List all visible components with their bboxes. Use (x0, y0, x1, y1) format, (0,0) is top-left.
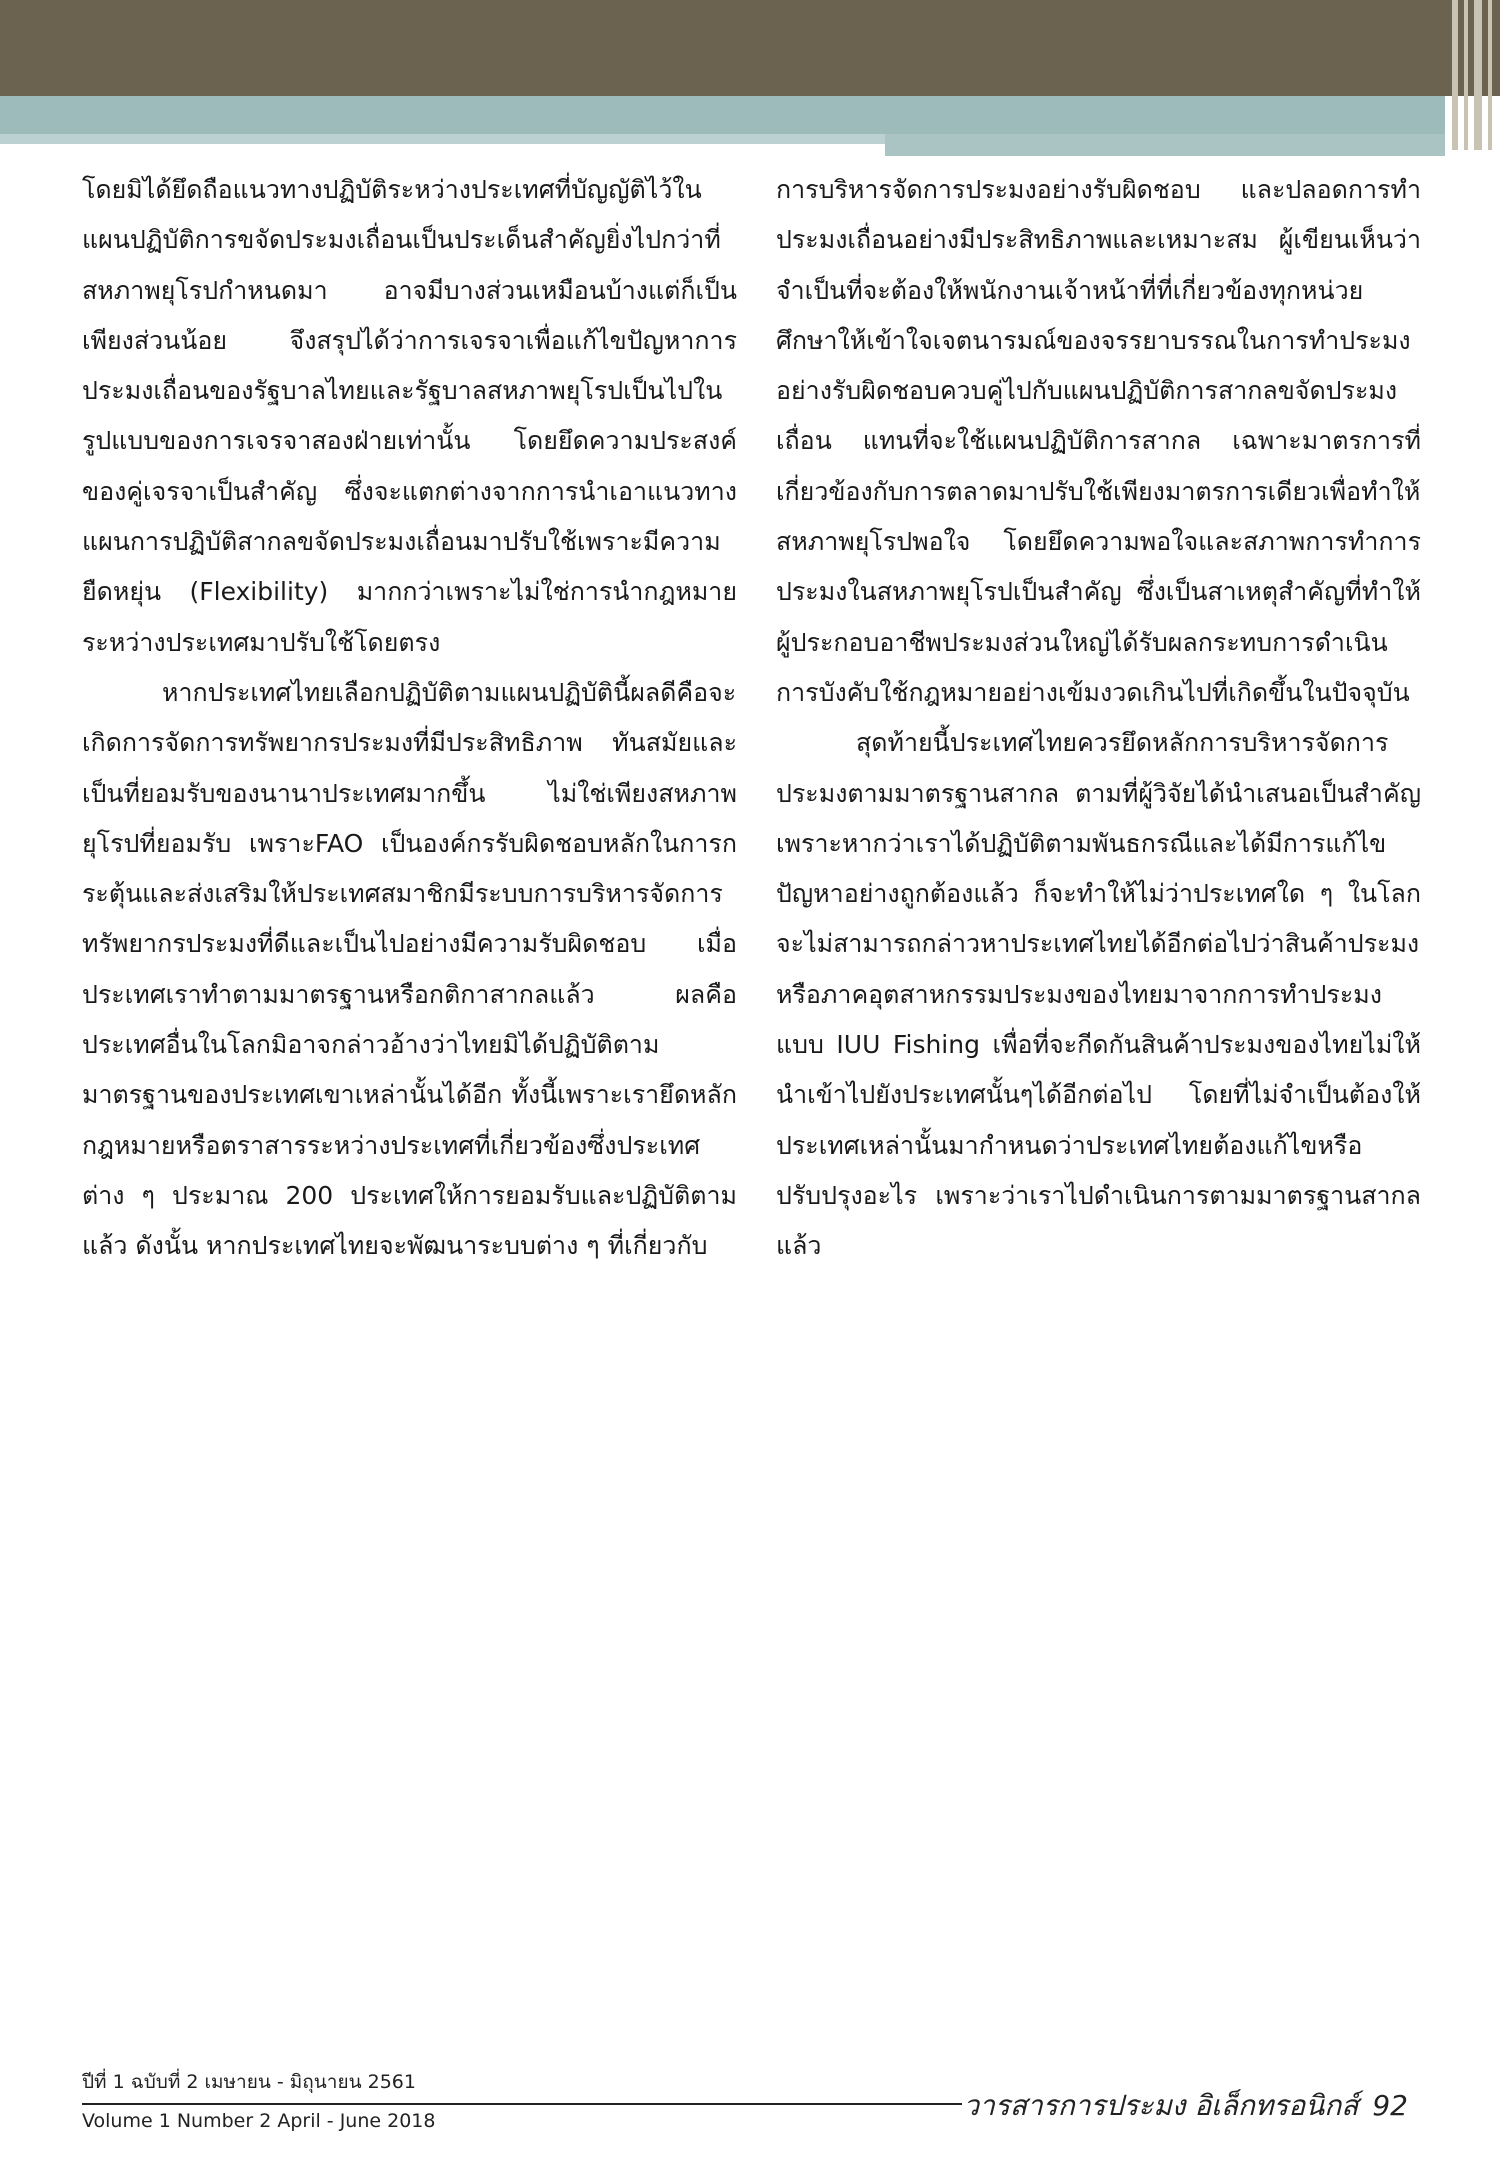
footer-issue-english: Volume 1 Number 2 April - June 2018 (82, 2110, 436, 2132)
footer-journal (963, 2084, 1408, 2128)
footer-rule (82, 2103, 962, 2105)
header-stripes (1448, 0, 1500, 150)
left-paragraph-1: โดยมิได้ยึดถือแนวทางปฏิบัติระหว่างประเทศที่บัญญัติไว้ในแผนปฏิบัติการขจัดประมงเถื่อนเป็นประเด็นสำคัญยิ่งไปกว่าที่สหภาพยุโรปกำหนดมา อาจมีบางส่วนเหมือนบ้างแต่ก็เป็นเพียงส่วนน้อย จึงสรุปได้ว่าการเจรจาเพื่อแก้ไขปัญหาการประมงเถื่อนของรัฐบาลไทยและรัฐบาลสหภาพยุโรปเป็นไปในรูปแบบของการเจรจาสองฝ่ายเท่านั้น โดยยึดความประสงค์ของคู่เจรจาเป็นสำคัญ ซึ่งจะแตกต่างจากการนำเอาแนวทางแผนการปฏิบัติสากลขจัดประมงเถื่อนมาปรับใช้เพราะมีความยืดหยุ่น (Flexibility) มากกว่าเพราะไม่ใช่การนำกฎหมายระหว่างประเทศมาปรับใช้โดยตรง (82, 175, 737, 657)
header-teal-band (0, 96, 1445, 134)
footer-issue-thai: ปีที่ 1 ฉบับที่ 2 เมษายน - มิถุนายน 2561 (82, 2071, 416, 2093)
journal-name: วารสารการประมง อิเล็กทรอนิกส์ (963, 2089, 1359, 2122)
header-teal-right (885, 134, 1445, 156)
header-band (0, 0, 1500, 96)
right-column (776, 165, 1421, 1272)
left-column (82, 165, 737, 1272)
right-paragraph-2: สุดท้ายนี้ประเทศไทยควรยึดหลักการบริหารจัดการประมงตามมาตรฐานสากล ตามที่ผู้วิจัยได้นำเสนอเป็นสำคัญ เพราะหากว่าเราได้ปฏิบัติตามพันธกรณีและได้มีการแก้ไขปัญหาอย่างถูกต้องแล้ว ก็จะทำให้ไม่ว่าประเทศใด ๆ ในโลกจะไม่สามารถกล่าวหาประเทศไทยได้อีกต่อไปว่าสินค้าประมงหรือภาคอุตสาหกรรมประมงของไทยมาจากการทำประมงแบบ IUU Fishing เพื่อที่จะกีดกันสินค้าประมงของไทยไม่ให้นำเข้าไปยังประเทศนั้นๆได้อีกต่อไป โดยที่ไม่จำเป็นต้องให้ประเทศเหล่านั้นมากำหนดว่าประเทศไทยต้องแก้ไขหรือปรับปรุงอะไร เพราะว่าเราไปดำเนินการตามมาตรฐานสากลแล้ว (776, 728, 1421, 1261)
left-paragraph-2: หากประเทศไทยเลือกปฏิบัติตามแผนปฏิบัตินี้ผลดีคือจะเกิดการจัดการทรัพยากรประมงที่มีประสิทธิภาพ ทันสมัยและเป็นที่ยอมรับของนานาประเทศมากขึ้น ไม่ใช่เพียงสหภาพยุโรปที่ยอมรับ เพราะFAO เป็นองค์กรรับผิดชอบหลักในการกระตุ้นและส่งเสริมให้ประเทศสมาชิกมีระบบการบริหารจัดการทรัพยากรประมงที่ดีและเป็นไปอย่างมีความรับผิดชอบ เมื่อประเทศเราทำตามมาตรฐานหรือกติกาสากลแล้ว ผลคือประเทศอื่นในโลกมิอาจกล่าวอ้างว่าไทยมิได้ปฏิบัติตามมาตรฐานของประเทศเขาเหล่านั้นได้อีก ทั้งนี้เพราะเรายึดหลักกฎหมายหรือตราสารระหว่างประเทศที่เกี่ยวข้องซึ่งประเทศต่าง ๆ ประมาณ 200 ประเทศให้การยอมรับและปฏิบัติตาม แล้ว ดังนั้น หากประเทศไทยจะพัฒนาระบบต่าง ๆ ที่เกี่ยวกับ (82, 677, 737, 1261)
right-paragraph-1: การบริหารจัดการประมงอย่างรับผิดชอบ และปลอดการทำประมงเถื่อนอย่างมีประสิทธิภาพและเหมาะสม ผู้เขียนเห็นว่าจำเป็นที่จะต้องให้พนักงานเจ้าหน้าที่ที่เกี่ยวข้องทุกหน่วยศึกษาให้เข้าใจเจตนารมณ์ของจรรยาบรรณในการทำประมงอย่างรับผิดชอบควบคู่ไปกับแผนปฏิบัติการสากลขจัดประมงเถื่อน แทนที่จะใช้แผนปฏิบัติการสากล เฉพาะมาตรการที่เกี่ยวข้องกับการตลาดมาปรับใช้เพียงมาตรการเดียวเพื่อทำให้สหภาพยุโรปพอใจ โดยยึดความพอใจและสภาพการทำการประมงในสหภาพยุโรปเป็นสำคัญ ซึ่งเป็นสาเหตุสำคัญที่ทำให้ผู้ประกอบอาชีพประมงส่วนใหญ่ได้รับผลกระทบการดำเนินการบังคับใช้กฎหมายอย่างเข้มงวดเกินไปที่เกิดขึ้นในปัจจุบัน (776, 175, 1421, 707)
header-teal-thin (0, 134, 885, 144)
page-number: 92 (1372, 2089, 1408, 2122)
